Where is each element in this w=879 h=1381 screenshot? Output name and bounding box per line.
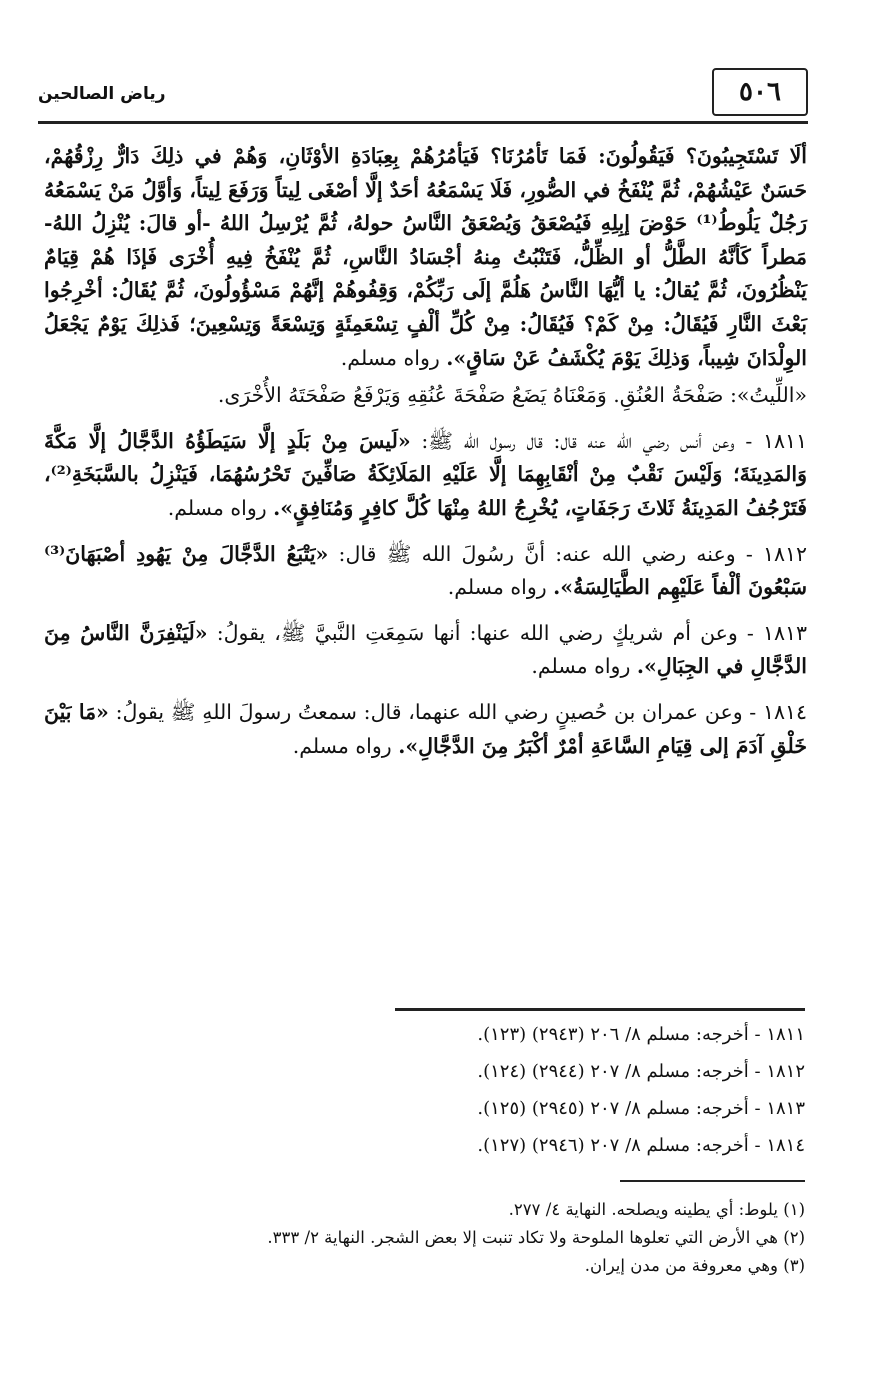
- page-number: ٥٠٦: [739, 77, 781, 107]
- footnote-item: (٢) هي الأرض التي تعلوها الملوحة ولا تكاد تنبت إلا بعض الشجر. النهاية ٢/ ٣٣٣.: [267, 1228, 805, 1247]
- takhrij-item: ١٨١٤ - أخرجه: مسلم ٨/ ٢٠٧ (٢٩٤٦) (١٢٧).: [477, 1135, 805, 1156]
- footnotes: [60, 1196, 805, 1280]
- hadith-text: «يَتْبَعُ الدَّجَّالَ مِنْ يَهُودِ أصْبَهَانَ⁽³⁾ سَبْعُونَ ألْفاً عَلَيْهِم الطَّيَالِسَةُ».: [44, 541, 807, 600]
- takhrij-item: ١٨١٢ - أخرجه: مسلم ٨/ ٢٠٧ (٢٩٤٤) (١٢٤).: [477, 1061, 805, 1082]
- takhrij-list: [360, 1016, 805, 1164]
- hadith-reference: رواه مسلم.: [531, 654, 637, 679]
- hadith-1811: [44, 425, 807, 526]
- hadith-reference: رواه مسلم.: [292, 733, 399, 758]
- hadith-text: «لَيسَ مِنْ بَلَدٍ إلَّا سَيَطَؤُهُ الدَّجَّالُ إلَّا مَكَّةَ وَالمَدِينَةَ؛ وَلَيْسَ نَقْبٌ مِنْ أنْقَابِهِمَا إلَّا عَلَيْهِ المَلَائِكَةُ صَافِّينَ تَحْرُسُهُمَا، فَيَنْزِلُ بالسَّبَخَةِ⁽²⁾، فَتَرْجُفُ المَدِينَةُ ثَلاثَ رَجَفَاتٍ، يُخْرِجُ اللهُ مِنْهَا كُلَّ كافِرٍ وَمُنَافِقٍ».: [44, 428, 807, 520]
- takhrij-item: ١٨١٣ - أخرجه: مسلم ٨/ ٢٠٧ (٢٩٤٥) (١٢٥).: [477, 1098, 805, 1119]
- word-gloss: [44, 379, 807, 413]
- page-number-frame: [712, 68, 808, 116]
- hadith-number: ١٨١٤: [762, 699, 807, 724]
- hadith-intro: - وعن عمران بن حُصينٍ رضي الله عنهما، قال: سمعتُ رسولَ اللهِ ﷺ يقولُ:: [108, 699, 763, 724]
- hadith-continuation: [44, 140, 807, 375]
- hadith-number: ١٨١٣: [762, 620, 807, 645]
- hadith-1814: [44, 696, 807, 763]
- header-rule: [38, 121, 808, 124]
- hadith-reference: رواه مسلم.: [167, 495, 274, 520]
- hadith-intro: - وعنه رضي الله عنه: أنَّ رسُولَ الله ﷺ قال:: [328, 541, 763, 566]
- hadith-intro: - وعن أنس رضي الله عنه قال: قال رسول الله ﷺ:: [410, 428, 763, 453]
- hadith-1813: [44, 617, 807, 684]
- hadith-1812: [44, 538, 807, 605]
- takhrij-item: ١٨١١ - أخرجه: مسلم ٨/ ٢٠٦ (٢٩٤٣) (١٢٣).: [477, 1024, 805, 1045]
- page-header: [38, 62, 808, 122]
- footnote-item: (١) يلوط: أي يطينه ويصلحه. النهاية ٤/ ٢٧٧.: [508, 1200, 805, 1219]
- book-title: رياض الصالحين: [38, 84, 166, 104]
- hadith-number: ١٨١١: [762, 428, 808, 453]
- hadith-number: ١٨١٢: [762, 541, 808, 566]
- hadith-intro: - وعن أم شريكٍ رضي الله عنها: أنها سَمِعَتِ النَّبيَّ ﷺ، يقولُ:: [207, 620, 763, 645]
- hadith-reference: رواه مسلم.: [340, 345, 440, 370]
- footnote-separator: [620, 1180, 805, 1182]
- hadith-reference: رواه مسلم.: [447, 575, 554, 600]
- footnote-item: (٣) وهي معروفة من مدن إيران.: [584, 1256, 805, 1275]
- gloss-text: «اللِّيتُ»: صَفْحَةُ العُنُقِ. وَمَعْنَاهُ يَضَعُ صَفْحَةَ عُنُقِهِ وَيَرْفَعُ صَفْحَتَهُ الأُخْرَى.: [217, 383, 807, 408]
- takhrij-separator: [395, 1008, 805, 1011]
- hadith-text: ألَا تَسْتَجِيبُونَ؟ فَيَقُولُونَ: فَمَا تَأمُرُنَا؟ فَيَأمُرُهُمْ بِعِبَادَةِ الأوْثَانِ، وَهُمْ في ذلِكَ دَارٌّ رِزْقُهُمْ، حَسَنٌ عَيْشُهُمْ، ثُمَّ يُنْفَخُ في الصُّورِ، فَلَا يَسْمَعُهُ أحَدٌ إلَّا أصْغَى لِيتاً وَرَفَعَ لِيتاً، وَأوَّلُ مَنْ يَسْمَعُهُ رَجُلٌ يَلُوطُ⁽¹⁾ حَوْضَ إبِلِهِ فَيُصْعَقُ وَيُصْعَقُ النَّاسُ حولهُ، ثُمَّ يُرْسِلُ اللهُ -أو قالَ: يُنْزِلُ اللهُ- مَطراً كَأنَّهُ الطَّلُّ أو الظِّلُّ، فَتَنْبُتُ مِنهُ أجْسَادُ النَّاسِ، ثُمَّ يُنْفَخُ فِيهِ أُخْرَى فَإذَا هُمْ قِيَامٌ يَنْظُرُونَ، ثُمَّ يُقالُ: يا أيُّهَا النَّاسُ هَلُمَّ إلَى رَبِّكُمْ، وَقِفُوهُمْ إنَّهُمْ مَسْؤُولُونَ، ثُمَّ يُقَالُ: أخْرِجُوا بَعْثَ النَّارِ فَيُقَالُ: مِنْ كَمْ؟ فَيُقَالُ: مِنْ كُلِّ ألْفٍ تِسْعَمِئَةٍ وَتِسْعَةً وَتِسْعِينَ؛ فَذلِكَ يَوْمٌ يَجْعَلُ الوِلْدَانَ شِيباً، وَذلِكَ يَوْمَ يُكْشَفُ عَنْ سَاقٍ».: [44, 144, 807, 370]
- main-text: [44, 140, 807, 763]
- hadith-text: «لَيَنْفِرَنَّ النَّاسُ مِنَ الدَّجَّالِ في الجِبَالِ».: [44, 620, 807, 679]
- hadith-text: «مَا بَيْنَ خَلْقِ آدَمَ إلى قِيَامِ السَّاعَةِ أمْرٌ أكْبَرُ مِنَ الدَّجَّالِ».: [44, 699, 807, 758]
